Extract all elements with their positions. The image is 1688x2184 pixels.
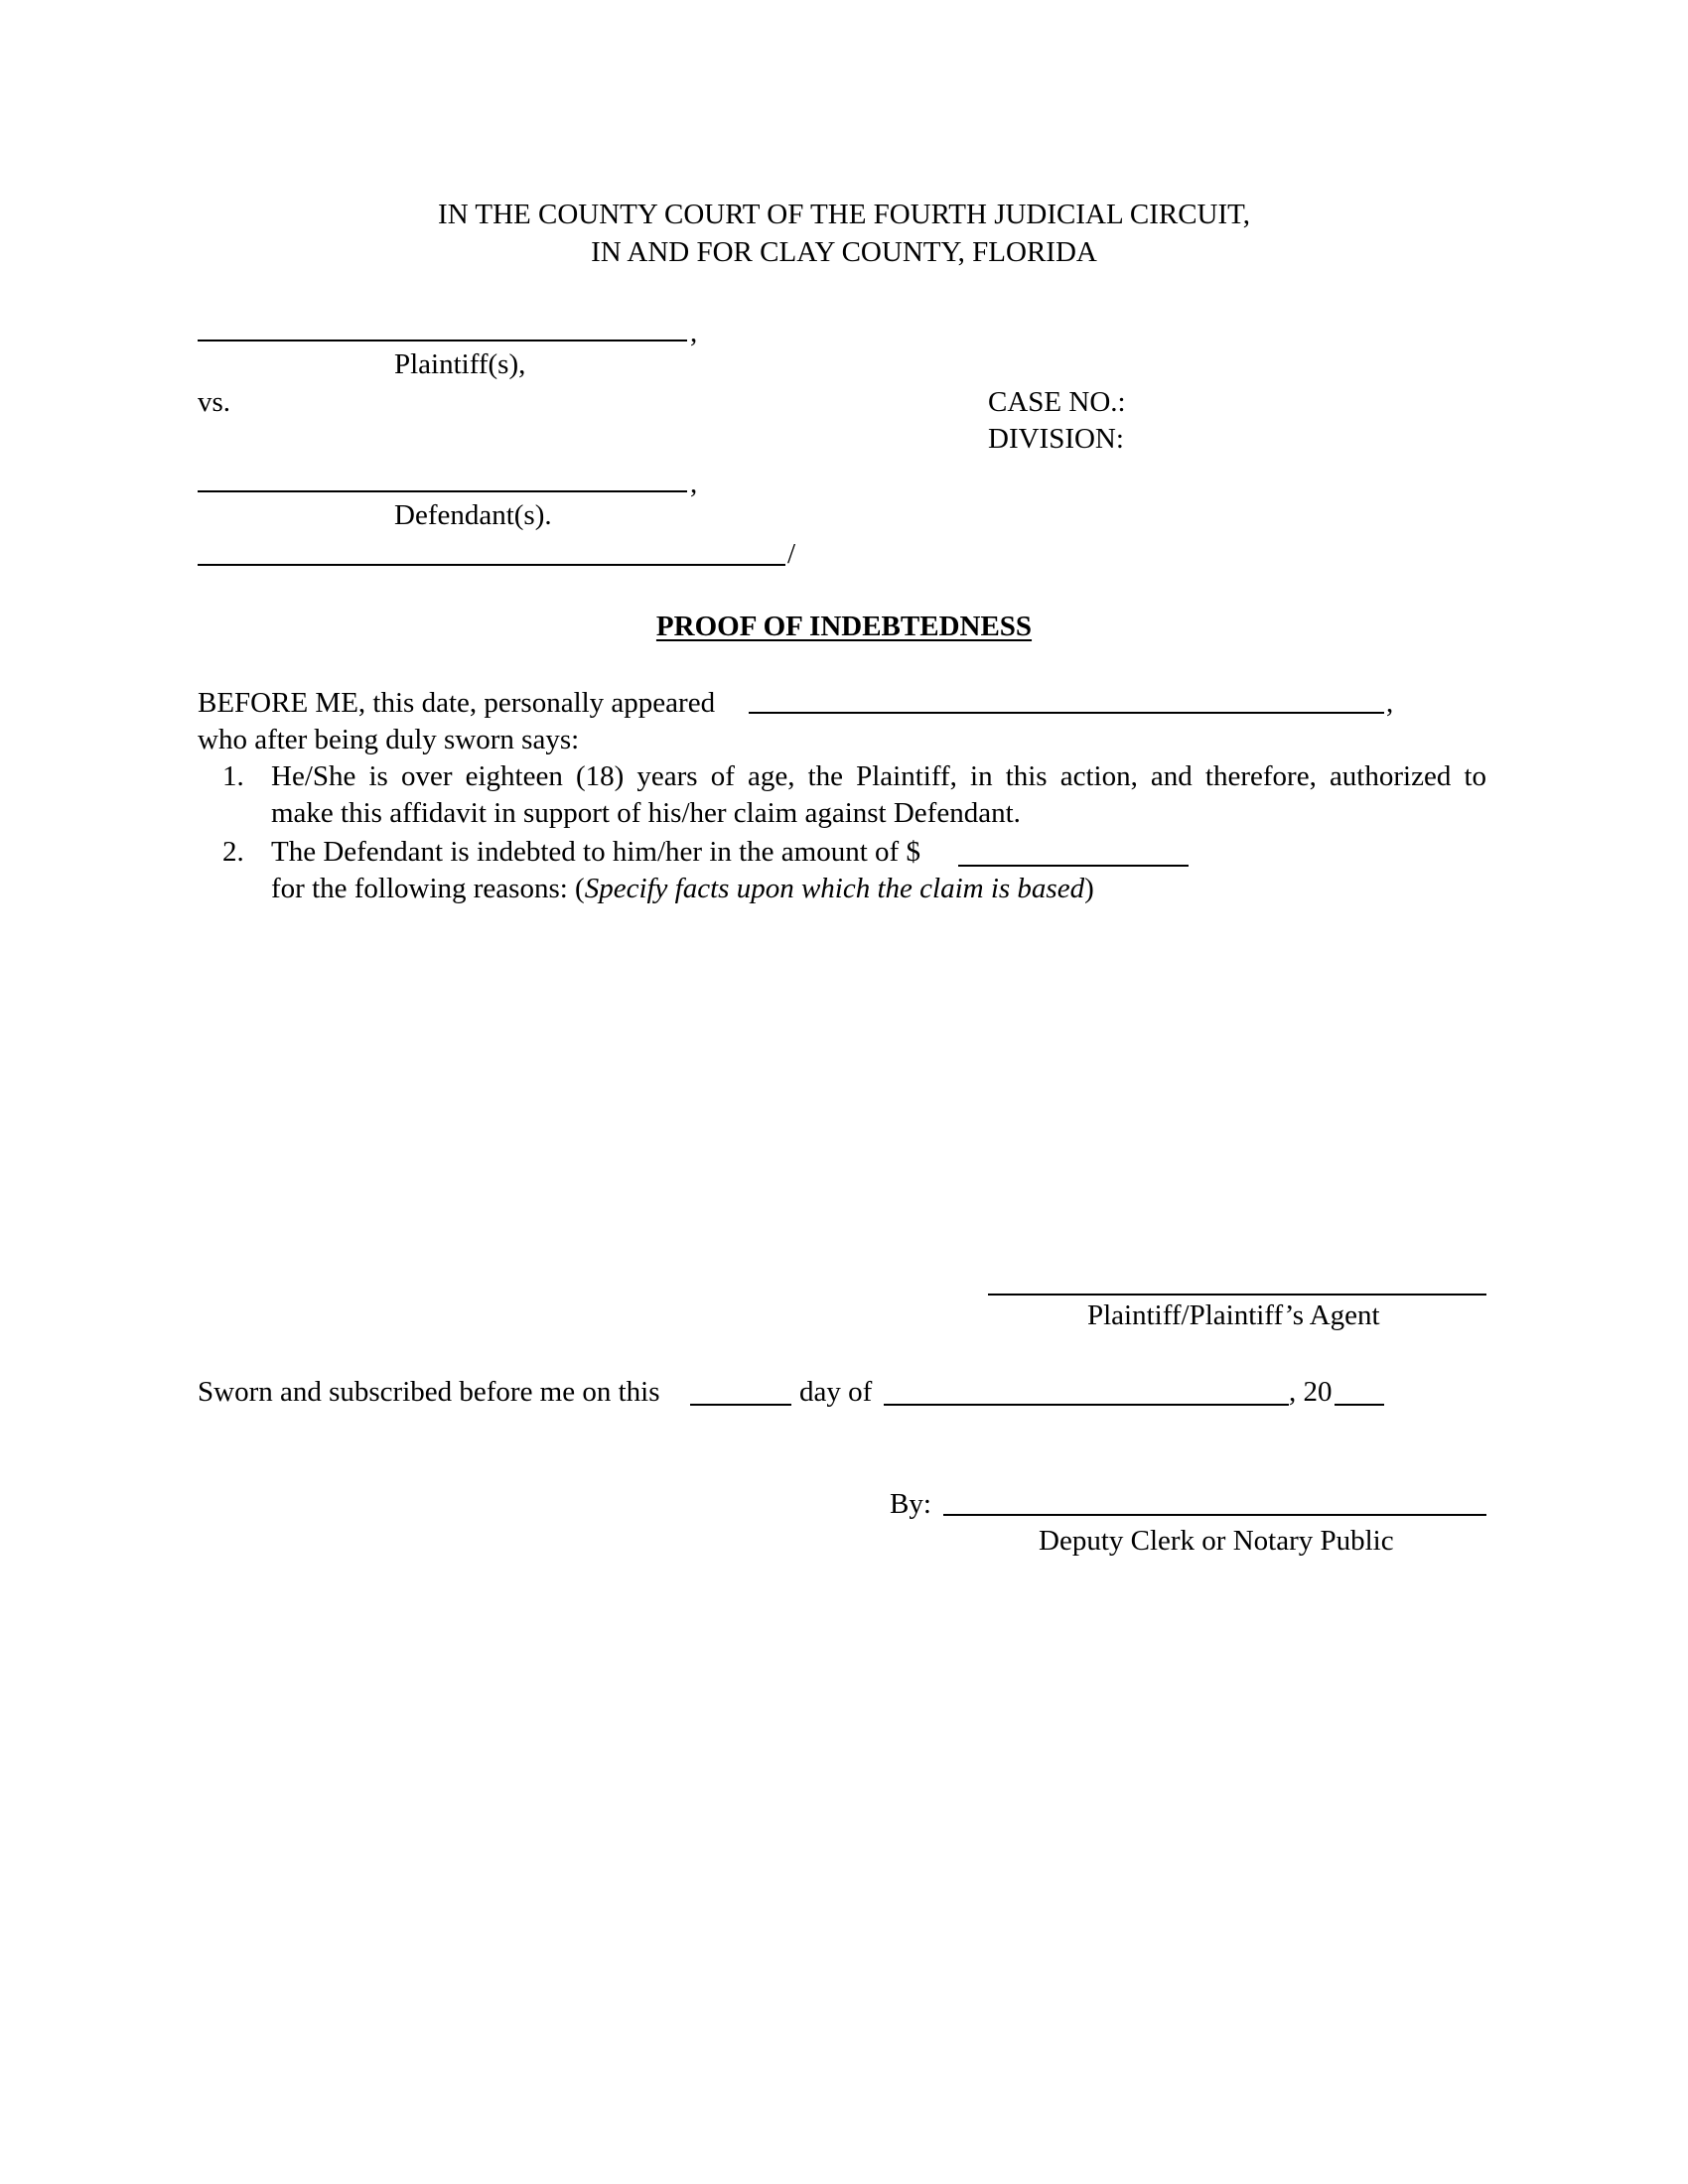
sworn-year-blank[interactable]: [1335, 1404, 1384, 1406]
plaintiff-name-blank[interactable]: [198, 340, 687, 341]
document-title: PROOF OF INDEBTEDNESS: [655, 611, 1033, 642]
item-2-line-2: [271, 871, 1094, 907]
amount-blank[interactable]: [958, 865, 1189, 867]
caption-end-line: [198, 564, 785, 566]
court-header-line-2: IN AND FOR CLAY COUNTY, FLORIDA: [591, 236, 1097, 268]
defendant-name-blank[interactable]: [198, 490, 687, 492]
case-number-label: CASE NO.:: [988, 386, 1126, 418]
defendant-label: Defendant(s).: [394, 499, 552, 531]
intro-prefix: BEFORE ME, this date, personally appeared: [198, 687, 716, 719]
deputy-clerk-label: Deputy Clerk or Notary Public: [1039, 1525, 1394, 1557]
item-1-number: 1.: [222, 760, 244, 792]
plaintiff-comma: ,: [690, 317, 698, 348]
claim-facts-area[interactable]: [271, 913, 1486, 1251]
notary-signature-line[interactable]: [943, 1514, 1486, 1516]
sworn-prefix: Sworn and subscribed before me on this: [198, 1376, 660, 1408]
sworn-month-blank[interactable]: [884, 1404, 1289, 1406]
vs-label: vs.: [198, 386, 231, 418]
intro-comma: ,: [1386, 687, 1394, 719]
plaintiff-signature-line[interactable]: [988, 1294, 1486, 1296]
item-2-line-2-suffix: ): [1084, 873, 1094, 904]
defendant-comma: ,: [690, 468, 698, 499]
item-2-number: 2.: [222, 836, 244, 868]
by-label: By:: [890, 1488, 931, 1520]
plaintiff-label: Plaintiff(s),: [394, 348, 526, 380]
division-label: DIVISION:: [988, 423, 1124, 455]
item-1-line-1: He/She is over eighteen (18) years of age, the Plaintiff, in this action, and therefore, authorized to: [271, 760, 1486, 792]
caption-end-slash: /: [787, 538, 796, 570]
item-2-line-2-prefix: for the following reasons: (: [271, 873, 585, 904]
sworn-day-blank[interactable]: [690, 1404, 791, 1406]
sworn-year-prefix: , 20: [1289, 1376, 1333, 1408]
affiant-name-blank[interactable]: [749, 712, 1384, 714]
item-2-line-1: The Defendant is indebted to him/her in the amount of $: [271, 836, 920, 868]
item-2-line-2-italic: Specify facts upon which the claim is based: [584, 873, 1085, 904]
plaintiff-agent-label: Plaintiff/Plaintiff’s Agent: [1087, 1299, 1380, 1331]
sworn-day-of: day of: [799, 1376, 873, 1408]
intro-line-2: who after being duly sworn says:: [198, 724, 580, 755]
item-1-line-2: make this affidavit in support of his/her claim against Defendant.: [271, 797, 1021, 829]
court-header-line-1: IN THE COUNTY COURT OF THE FOURTH JUDICIAL CIRCUIT,: [438, 199, 1250, 230]
